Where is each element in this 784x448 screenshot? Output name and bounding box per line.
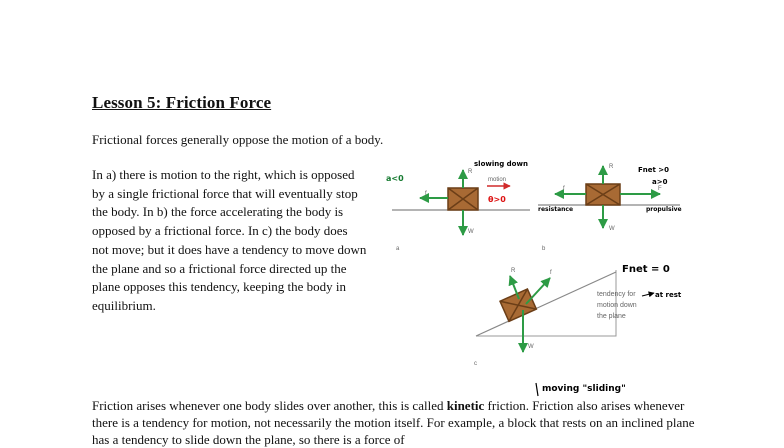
label-W-a: W bbox=[468, 229, 474, 235]
tendency-line-1: tendency for bbox=[597, 291, 636, 298]
annotation-slowing-down: slowing down bbox=[474, 160, 528, 168]
bottom-paragraph bbox=[92, 397, 697, 448]
panel-b bbox=[538, 164, 682, 252]
explanation-paragraph: In a) there is motion to the right, which is opposed by a single frictional force that will eventually stop the body. In b) the force accelerating the body is opposed by a frictional force. In c) the body does not move; but it does have a tendency to move down the plane and so a frictional force directed up the plane opposes this tendency, keeping the body in equilibrium. bbox=[92, 167, 367, 313]
block-c-group bbox=[500, 289, 536, 321]
note-moving-sliding-group bbox=[536, 383, 626, 396]
label-f-c: f bbox=[550, 270, 552, 276]
annotation-at-rest: at rest bbox=[655, 291, 682, 299]
annotation-moving-sliding: moving "sliding" bbox=[542, 384, 626, 394]
tendency-line-3: the plane bbox=[597, 313, 626, 320]
label-b: b bbox=[542, 246, 546, 252]
label-R-a: R bbox=[468, 169, 473, 175]
label-a: a bbox=[396, 246, 400, 252]
annotation-fnet-gt-0: Fnet >0 bbox=[638, 166, 670, 174]
bottom-text-part2: friction. Friction also arises whenever there is a tendency for motion, not necessarily the motion itself. For example, a block that rests on an inclined plane has a tendency to slide down the plane, so there is a force of bbox=[92, 398, 695, 447]
intro-sentence: Frictional forces generally oppose the motion of a body. bbox=[92, 132, 384, 147]
kinetic-term: kinetic bbox=[446, 398, 485, 413]
bottom-text-part1: Friction arises whenever one body slides over another, this is called bbox=[92, 398, 447, 413]
pointer-arrow-kinetic bbox=[536, 383, 538, 396]
friction-diagram bbox=[380, 150, 720, 394]
label-f-a: f bbox=[425, 191, 427, 197]
panel-a bbox=[386, 160, 530, 252]
tendency-line-2: motion down bbox=[597, 302, 637, 309]
lesson-title: Lesson 5: Friction Force bbox=[92, 93, 272, 112]
annotation-resistance: resistance bbox=[538, 206, 574, 213]
panel-c bbox=[474, 264, 682, 367]
label-R-b: R bbox=[609, 164, 614, 170]
annotation-theta-gt-0: θ>0 bbox=[488, 195, 506, 204]
annotation-propulsive: propulsive bbox=[646, 206, 682, 213]
annotation-a-lt-0: a<0 bbox=[386, 174, 404, 183]
label-F-b: F bbox=[658, 186, 662, 192]
label-motion: motion bbox=[488, 177, 507, 183]
label-c: c bbox=[474, 361, 477, 367]
annotation-fnet-eq-0: Fnet = 0 bbox=[622, 264, 670, 275]
label-R-c: R bbox=[511, 268, 516, 274]
annotation-a-gt-0: a>0 bbox=[652, 178, 668, 186]
friction-arrow-c bbox=[526, 278, 550, 304]
pointer-arrow-at-rest bbox=[642, 293, 654, 296]
label-W-b: W bbox=[609, 226, 615, 232]
label-W-c: W bbox=[528, 344, 534, 350]
label-f-b: f bbox=[563, 186, 565, 192]
